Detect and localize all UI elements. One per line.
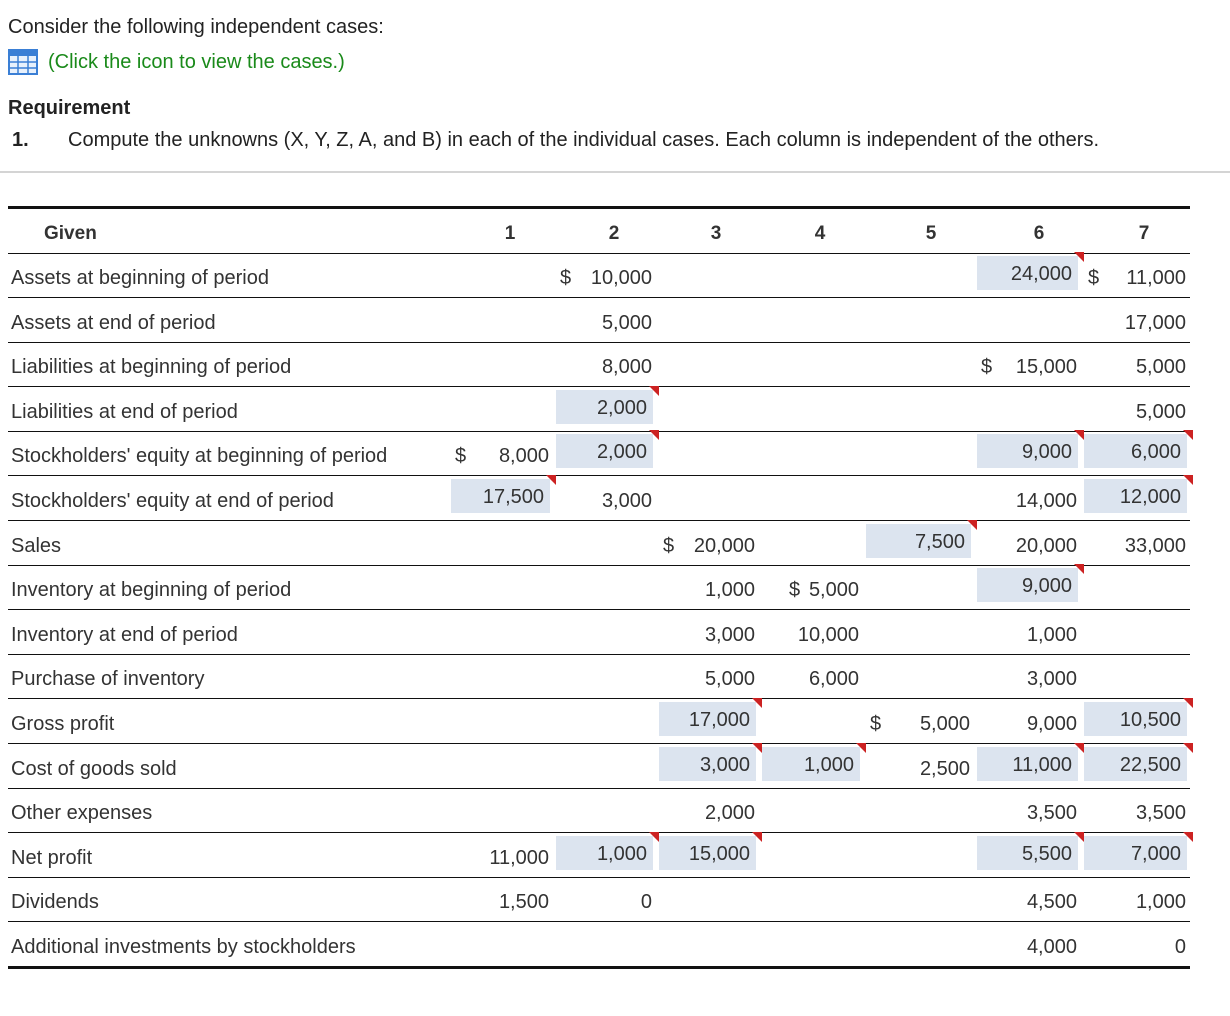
cell-case-7 bbox=[1081, 521, 1190, 565]
dollar-sign: $ bbox=[663, 534, 675, 557]
row-label: Inventory at end of period bbox=[11, 623, 238, 646]
cell-value: 20,000 bbox=[1015, 534, 1077, 557]
row-label: Cost of goods sold bbox=[11, 757, 177, 780]
answer-input-box[interactable] bbox=[1084, 479, 1187, 513]
cell-case-6[interactable] bbox=[974, 253, 1081, 297]
cell-case-5 bbox=[863, 744, 974, 788]
dollar-sign: $ bbox=[1088, 267, 1100, 289]
table-row bbox=[8, 565, 1190, 610]
answer-input-box[interactable] bbox=[977, 836, 1078, 870]
cell-value: 17,000 bbox=[1124, 311, 1186, 334]
column-header-7: 7 bbox=[1138, 223, 1150, 244]
cell-value: 0 bbox=[640, 891, 652, 914]
cell-value: 4,000 bbox=[1026, 936, 1077, 958]
cell-value: 6,000 bbox=[808, 668, 859, 691]
cell-case-1 bbox=[448, 431, 553, 475]
cell-case-2 bbox=[553, 476, 656, 520]
dollar-sign: $ bbox=[560, 267, 572, 289]
answer-input-box[interactable] bbox=[556, 836, 653, 870]
cell-value: 20,000 bbox=[693, 534, 755, 557]
cell-case-2 bbox=[553, 877, 656, 921]
answer-value: 7,000 bbox=[1130, 842, 1181, 865]
answer-value: 11,000 bbox=[1012, 753, 1072, 776]
section-divider bbox=[0, 171, 1230, 173]
answer-input-box[interactable] bbox=[659, 747, 756, 781]
cell-case-3[interactable] bbox=[656, 833, 759, 877]
column-header-5: 5 bbox=[925, 223, 937, 244]
answer-input-box[interactable] bbox=[556, 434, 653, 468]
answer-value: 17,500 bbox=[482, 486, 544, 508]
cell-case-2[interactable] bbox=[553, 833, 656, 877]
row-label: Other expenses bbox=[11, 802, 153, 825]
cell-case-3 bbox=[656, 565, 759, 609]
table-row bbox=[8, 699, 1190, 744]
cell-case-7[interactable] bbox=[1081, 476, 1190, 520]
answer-flag-icon bbox=[1183, 743, 1193, 753]
answer-value: 7,500 bbox=[914, 530, 965, 553]
cell-case-6 bbox=[974, 476, 1081, 520]
answer-value: 15,000 bbox=[688, 842, 750, 865]
table-grid-icon[interactable] bbox=[8, 49, 38, 75]
cell-case-3[interactable] bbox=[656, 744, 759, 788]
row-label: Inventory at beginning of period bbox=[11, 579, 292, 602]
answer-value: 12,000 bbox=[1119, 486, 1181, 508]
row-label: Purchase of inventory bbox=[11, 668, 205, 691]
dollar-sign: $ bbox=[789, 579, 801, 602]
cell-case-6 bbox=[974, 922, 1081, 966]
answer-input-box[interactable] bbox=[977, 434, 1078, 468]
table-row bbox=[8, 654, 1190, 699]
cell-value: 5,000 bbox=[1135, 400, 1186, 423]
answer-value: 2,000 bbox=[596, 441, 647, 464]
cell-case-5 bbox=[863, 699, 974, 743]
cell-value: 33,000 bbox=[1124, 534, 1186, 557]
cell-value: 8,000 bbox=[601, 356, 652, 379]
cell-case-1[interactable] bbox=[448, 476, 553, 520]
answer-value: 2,000 bbox=[596, 396, 647, 419]
table-row bbox=[8, 342, 1190, 387]
cell-case-6[interactable] bbox=[974, 833, 1081, 877]
answer-flag-icon bbox=[649, 386, 659, 396]
row-label: Sales bbox=[11, 534, 62, 557]
column-header-3: 3 bbox=[710, 223, 722, 244]
table-row bbox=[8, 476, 1190, 521]
cell-case-7 bbox=[1081, 387, 1190, 431]
cell-value: 5,000 bbox=[1135, 356, 1186, 379]
cell-value: 9,000 bbox=[1026, 713, 1077, 735]
answer-value: 3,000 bbox=[699, 753, 750, 776]
answer-input-box[interactable] bbox=[1084, 702, 1187, 736]
cell-case-6 bbox=[974, 877, 1081, 921]
answer-flag-icon bbox=[1183, 832, 1193, 842]
cell-case-6 bbox=[974, 610, 1081, 654]
cell-case-4[interactable] bbox=[759, 744, 863, 788]
cell-case-6[interactable] bbox=[974, 431, 1081, 475]
cell-case-3 bbox=[656, 788, 759, 832]
cell-value: 5,000 bbox=[919, 713, 970, 735]
table-row bbox=[8, 253, 1190, 298]
answer-value: 9,000 bbox=[1021, 575, 1072, 598]
answer-flag-icon bbox=[752, 832, 762, 842]
cell-case-2[interactable] bbox=[553, 431, 656, 475]
table-row bbox=[8, 788, 1190, 833]
row-label: Stockholders' equity at beginning of period bbox=[11, 445, 388, 468]
table-row bbox=[8, 431, 1190, 476]
given-header: Given bbox=[44, 223, 97, 244]
answer-value: 9,000 bbox=[1021, 441, 1072, 464]
answer-value: 22,500 bbox=[1119, 753, 1181, 776]
answer-value: 1,000 bbox=[596, 842, 647, 865]
answer-flag-icon bbox=[649, 430, 659, 440]
row-label: Dividends bbox=[11, 891, 99, 914]
cell-value: 1,000 bbox=[1135, 891, 1186, 914]
table-row bbox=[8, 744, 1190, 789]
answer-input-box[interactable] bbox=[1084, 434, 1187, 468]
cell-value: 3,500 bbox=[1026, 802, 1077, 825]
cell-value: 4,500 bbox=[1026, 891, 1077, 914]
view-cases-link[interactable] bbox=[8, 48, 345, 76]
table-header-row bbox=[8, 209, 1190, 254]
cell-value: 5,000 bbox=[808, 579, 859, 602]
cell-case-3[interactable] bbox=[656, 699, 759, 743]
cell-value: 1,500 bbox=[498, 891, 549, 914]
cell-value: 5,000 bbox=[601, 311, 652, 334]
table-row bbox=[8, 298, 1190, 343]
cell-case-1 bbox=[448, 877, 553, 921]
cell-case-4 bbox=[759, 565, 863, 609]
row-label: Net profit bbox=[11, 846, 93, 869]
cell-case-7 bbox=[1081, 877, 1190, 921]
answer-input-box[interactable] bbox=[762, 747, 860, 781]
row-label: Liabilities at end of period bbox=[11, 400, 238, 423]
cell-case-5[interactable] bbox=[863, 521, 974, 565]
cell-case-3 bbox=[656, 521, 759, 565]
cell-case-6 bbox=[974, 699, 1081, 743]
cell-case-6[interactable] bbox=[974, 565, 1081, 609]
answer-value: 6,000 bbox=[1130, 441, 1181, 464]
cell-case-6 bbox=[974, 521, 1081, 565]
cell-value: 0 bbox=[1174, 936, 1186, 958]
cell-case-4 bbox=[759, 654, 863, 698]
cell-value: 11,000 bbox=[1126, 267, 1186, 289]
cell-case-2 bbox=[553, 253, 656, 297]
answer-input-box[interactable] bbox=[977, 256, 1078, 290]
answer-value: 5,500 bbox=[1021, 842, 1072, 865]
answer-input-box[interactable] bbox=[451, 479, 550, 513]
column-header-2: 2 bbox=[608, 223, 620, 244]
cell-value: 14,000 bbox=[1015, 490, 1077, 512]
answer-flag-icon bbox=[1183, 698, 1193, 708]
cell-case-2 bbox=[553, 342, 656, 386]
cell-case-7[interactable] bbox=[1081, 744, 1190, 788]
cell-value: 3,000 bbox=[601, 490, 652, 512]
answer-flag-icon bbox=[1074, 564, 1084, 574]
cell-value: 1,000 bbox=[1026, 623, 1077, 646]
row-label: Additional investments by stockholders bbox=[11, 936, 356, 958]
answer-value: 10,500 bbox=[1119, 709, 1181, 731]
requirement-number: 1. bbox=[12, 129, 29, 151]
cell-case-7 bbox=[1081, 298, 1190, 342]
answer-value: 1,000 bbox=[803, 753, 854, 776]
intro-text: Consider the following independent cases: bbox=[8, 16, 384, 38]
view-cases-link-text[interactable]: (Click the icon to view the cases.) bbox=[48, 50, 345, 73]
table-row bbox=[8, 521, 1190, 566]
row-label: Assets at end of period bbox=[11, 311, 216, 334]
cell-value: 2,000 bbox=[704, 802, 755, 825]
answer-input-box[interactable] bbox=[1084, 836, 1187, 870]
table-row bbox=[8, 922, 1190, 969]
row-label: Assets at beginning of period bbox=[11, 267, 269, 289]
cell-case-7 bbox=[1081, 253, 1190, 297]
cell-case-6 bbox=[974, 654, 1081, 698]
cell-value: 3,000 bbox=[704, 623, 755, 646]
cell-case-2[interactable] bbox=[553, 387, 656, 431]
cell-case-6[interactable] bbox=[974, 744, 1081, 788]
cell-value: 15,000 bbox=[1015, 356, 1077, 379]
cell-case-3 bbox=[656, 654, 759, 698]
cell-value: 8,000 bbox=[498, 445, 549, 468]
cell-case-7 bbox=[1081, 342, 1190, 386]
cell-case-7[interactable] bbox=[1081, 431, 1190, 475]
column-header-6: 6 bbox=[1033, 223, 1045, 244]
cell-value: 3,000 bbox=[1026, 668, 1077, 691]
cell-case-7 bbox=[1081, 788, 1190, 832]
requirement-heading: Requirement bbox=[8, 97, 131, 119]
column-header-1: 1 bbox=[504, 223, 516, 244]
answer-input-box[interactable] bbox=[556, 390, 653, 424]
answer-input-box[interactable] bbox=[977, 747, 1078, 781]
cell-value: 5,000 bbox=[704, 668, 755, 691]
answer-input-box[interactable] bbox=[659, 836, 756, 870]
table-row bbox=[8, 387, 1190, 432]
answer-input-box[interactable] bbox=[1084, 747, 1187, 781]
answer-input-box[interactable] bbox=[659, 702, 756, 736]
dollar-sign: $ bbox=[455, 445, 467, 468]
cell-value: 10,000 bbox=[590, 267, 652, 289]
cell-value: 1,000 bbox=[704, 579, 755, 602]
cell-case-6 bbox=[974, 342, 1081, 386]
cell-case-7 bbox=[1081, 922, 1190, 966]
cell-case-1 bbox=[448, 833, 553, 877]
cell-case-7[interactable] bbox=[1081, 833, 1190, 877]
dollar-sign: $ bbox=[870, 713, 882, 735]
cell-case-4 bbox=[759, 610, 863, 654]
table-row bbox=[8, 877, 1190, 922]
answer-flag-icon bbox=[1183, 475, 1193, 485]
table-row bbox=[8, 833, 1190, 878]
dollar-sign: $ bbox=[981, 356, 993, 379]
cell-case-7[interactable] bbox=[1081, 699, 1190, 743]
answer-value: 24,000 bbox=[1010, 263, 1072, 285]
row-label: Stockholders' equity at end of period bbox=[11, 490, 334, 512]
answer-value: 17,000 bbox=[688, 709, 750, 731]
answer-flag-icon bbox=[752, 698, 762, 708]
cell-case-3 bbox=[656, 610, 759, 654]
answer-flag-icon bbox=[1183, 430, 1193, 440]
cell-case-6 bbox=[974, 788, 1081, 832]
requirement-text: Compute the unknowns (X, Y, Z, A, and B) in each of the individual cases. Each column is independent of the others. bbox=[68, 129, 1099, 151]
cell-value: 10,000 bbox=[797, 623, 859, 646]
row-label: Gross profit bbox=[11, 713, 115, 735]
table-row bbox=[8, 610, 1190, 655]
answer-input-box[interactable] bbox=[866, 524, 971, 558]
cell-value: 2,500 bbox=[919, 757, 970, 780]
cell-case-2 bbox=[553, 298, 656, 342]
row-label: Liabilities at beginning of period bbox=[11, 356, 292, 379]
column-header-4: 4 bbox=[814, 223, 826, 244]
cell-value: 11,000 bbox=[489, 846, 549, 869]
cell-value: 3,500 bbox=[1135, 802, 1186, 825]
answer-input-box[interactable] bbox=[977, 568, 1078, 602]
